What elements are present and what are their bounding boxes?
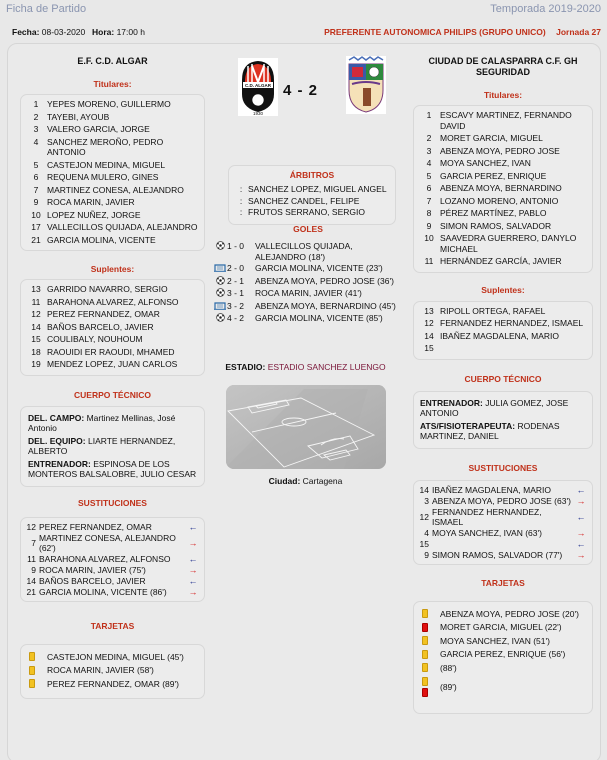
match-time: [92, 27, 145, 37]
home-cards-list: [20, 644, 205, 700]
staff-name: JULIA GOMEZ, JOSE ANTONIO: [420, 397, 569, 418]
substitution-row: [23, 522, 200, 532]
referee-name: FRUTOS SERRANO, SERGIO: [248, 207, 365, 217]
player-row[interactable]: [418, 146, 588, 157]
goals-section: [213, 224, 403, 326]
substitution-row: [23, 533, 200, 553]
home-titulares-list: [20, 94, 205, 251]
match-date: [12, 27, 85, 37]
player-name: GARCIA PEREZ, ENRIQUE: [440, 170, 547, 181]
player-row[interactable]: [25, 334, 200, 345]
player-name: BARAHONA ALVAREZ, ALFONSO: [47, 296, 179, 307]
referee-role: :: [239, 184, 243, 194]
player-number: 5: [426, 170, 432, 181]
player-row[interactable]: [25, 99, 200, 110]
sub-out-arrow-icon: →: [188, 564, 198, 575]
yellow-card-icon: [29, 679, 35, 688]
goal-scorer: ABENZA MOYA, PEDRO JOSE (36'): [255, 275, 394, 286]
home-suplentes-title: Suplentes:: [90, 264, 135, 274]
away-titulares-title: Titulares:: [483, 90, 523, 100]
algar-crest-icon: [238, 58, 278, 116]
sub-out-arrow-icon: →: [188, 586, 198, 597]
player-number: 2: [33, 111, 39, 122]
referee-row: [234, 184, 390, 195]
player-name: SAAVEDRA GUERRERO, DANYLO MICHAEL: [440, 233, 577, 254]
player-row[interactable]: [418, 221, 588, 232]
player-number: 8: [426, 208, 432, 218]
player-number: 1: [33, 99, 39, 109]
player-number: 14: [31, 321, 41, 332]
card-row: [418, 609, 588, 620]
goal-score: 2 - 0: [227, 263, 245, 273]
card-text: ABENZA MOYA, PEDRO JOSE (20'): [440, 608, 579, 619]
away-subs-list: [413, 480, 593, 565]
goal-score: 4 - 2: [227, 313, 245, 323]
referee-role: :: [239, 207, 243, 217]
stadium-label: ESTADIO:: [225, 362, 266, 372]
player-number: 2: [426, 133, 432, 143]
stadium-section: [213, 362, 398, 486]
date-value: 08-03-2020: [41, 27, 86, 37]
sub-player-number: 4: [424, 527, 429, 538]
player-row[interactable]: [418, 306, 588, 317]
sub-in-arrow-icon: ←: [188, 553, 198, 564]
referee-name: SANCHEZ CANDEL, FELIPE: [248, 195, 360, 206]
goal-scorer: GARCIA MOLINA, VICENTE (85'): [255, 313, 383, 323]
top-bar: [0, 0, 607, 20]
referee-row: [234, 207, 390, 218]
home-staff-title: CUERPO TÉCNICO: [74, 389, 151, 400]
card-text: (89'): [440, 681, 457, 692]
player-name: VALLECILLOS QUIJADA, ALEJANDRO: [47, 222, 198, 232]
player-name: COULIBALY, NOUHOUM: [47, 334, 143, 344]
goal-scorer: ROCA MARIN, JAVIER (41'): [255, 288, 362, 298]
player-name: YEPES MORENO, GUILLERMO: [47, 99, 171, 109]
substitution-row: [416, 550, 588, 560]
match-sheet: [7, 43, 601, 760]
referee-name: SANCHEZ LOPEZ, MIGUEL ANGEL: [248, 184, 387, 194]
home-goal-ball-icon: [213, 313, 227, 325]
sub-player-name: GARCIA MOLINA, VICENTE (86'): [39, 586, 167, 597]
player-name: ABENZA MOYA, PEDRO JOSE: [440, 145, 560, 156]
player-name: MENDEZ LOPEZ, JUAN CARLOS: [47, 359, 178, 369]
match-score: 4 - 2: [283, 82, 319, 99]
season-label: Temporada 2019-2020: [490, 3, 601, 15]
sub-player-number: 9: [424, 549, 429, 560]
player-number: 15: [424, 343, 434, 353]
sub-player-number: 11: [27, 553, 36, 564]
goal-score: 3 - 2: [227, 300, 245, 311]
yellow-card-icon: [29, 666, 35, 675]
sub-player-name: SIMON RAMOS, SALVADOR (77'): [432, 549, 563, 560]
page-title: Ficha de Partido: [6, 3, 87, 15]
player-number: 13: [424, 305, 434, 316]
player-number: 7: [426, 195, 432, 206]
sub-player-number: 14: [26, 575, 36, 586]
goal-row: [213, 313, 403, 325]
referee-row: [234, 196, 390, 207]
card-row: [25, 652, 200, 663]
player-number: 10: [31, 209, 41, 220]
staff-name: Martinez Mellinas, José Antonio: [28, 412, 176, 433]
sub-player-number: 21: [26, 586, 36, 597]
player-row[interactable]: [25, 309, 200, 320]
card-text: GARCIA PEREZ, ENRIQUE (56'): [440, 649, 566, 659]
player-row[interactable]: [25, 197, 200, 208]
away-staff-title: CUERPO TÉCNICO: [464, 373, 542, 384]
competition-name: PREFERENTE AUTONOMICA PHILIPS (GRUPO UNICO): [324, 27, 546, 37]
away-titulares-list: [413, 105, 593, 273]
sub-player-number: 9: [31, 564, 36, 575]
sub-in-arrow-icon: ←: [188, 575, 198, 586]
stadium-name: ESTADIO SANCHEZ LUENGO: [267, 362, 386, 372]
staff-row: [420, 421, 586, 442]
sub-player-name: IBAÑEZ MAGDALENA, MARIO: [432, 484, 552, 495]
card-text: MORET GARCIA, MIGUEL (22'): [440, 622, 562, 632]
referees-panel: [228, 165, 396, 225]
card-row: [418, 622, 588, 633]
player-row[interactable]: [25, 112, 200, 123]
svg-text:1930: 1930: [252, 111, 264, 116]
yellow-card-icon: [29, 652, 35, 661]
player-number: 6: [426, 183, 432, 193]
city-name: Cartagena: [302, 476, 343, 486]
staff-role: ATS/FISIOTERAPEUTA:: [420, 420, 516, 431]
player-row[interactable]: [418, 183, 588, 194]
card-row: [418, 663, 588, 674]
player-name: MARTINEZ CONESA, ALEJANDRO: [47, 184, 184, 195]
player-number: 18: [31, 346, 41, 357]
player-row[interactable]: [418, 208, 588, 219]
home-team-column: [20, 44, 205, 699]
sub-player-name: FERNANDEZ HERNANDEZ, ISMAEL: [432, 506, 542, 527]
player-number: 15: [31, 334, 41, 344]
sub-player-name: BARAHONA ALVAREZ, ALFONSO: [39, 553, 171, 564]
player-number: 19: [31, 359, 41, 369]
player-name: ABENZA MOYA, BERNARDINO: [440, 183, 562, 193]
player-row[interactable]: [25, 284, 200, 295]
staff-role: DEL. CAMPO:: [28, 412, 85, 423]
staff-name: ESPINOSA DE LOS MONTEROS BALSALOBRE, JULIO CESAR: [28, 458, 197, 479]
player-row[interactable]: [25, 137, 200, 158]
substitution-row: [416, 539, 588, 549]
player-number: 5: [33, 159, 39, 170]
player-name: IBAÑEZ MAGDALENA, MARIO: [440, 330, 560, 341]
player-name: PÉREZ MARTÍNEZ, PABLO: [440, 208, 547, 218]
card-text: MOYA SANCHEZ, IVAN (51'): [440, 635, 550, 646]
yellow-card-icon: [422, 609, 428, 618]
player-name: LOZANO MORENO, ANTONIO: [440, 195, 559, 206]
card-text: (88'): [440, 662, 457, 673]
sub-player-number: 12: [26, 521, 36, 532]
away-cards-list: [413, 601, 593, 715]
away-staff-panel: [413, 391, 593, 449]
player-number: 11: [424, 256, 434, 266]
player-row[interactable]: [25, 160, 200, 171]
home-cards-title: TARJETAS: [90, 620, 135, 631]
goal-row: [213, 241, 403, 262]
player-number: 6: [33, 172, 39, 182]
staff-name: RODENAS MARTINEZ, DANIEL: [420, 420, 560, 441]
player-number: 17: [31, 222, 41, 232]
player-row[interactable]: [418, 196, 588, 207]
player-name: SIMON RAMOS, SALVADOR: [440, 220, 552, 231]
substitution-row: [416, 507, 588, 527]
match-info-bar: [0, 24, 607, 40]
yellow-card-icon: [422, 663, 428, 672]
player-number: 14: [424, 330, 434, 341]
staff-role: ENTRENADOR:: [28, 458, 91, 469]
city-info: [213, 476, 398, 486]
sub-in-arrow-icon: ←: [576, 538, 586, 549]
sub-in-arrow-icon: ←: [576, 511, 586, 522]
stadium-pitch-image: [226, 385, 386, 469]
away-goal-net-icon: [213, 301, 227, 313]
player-name: RIPOLL ORTEGA, RAFAEL: [440, 305, 546, 316]
player-name: PEREZ FERNANDEZ, OMAR: [47, 309, 160, 319]
time-label: Hora:: [92, 27, 115, 37]
substitution-row: [23, 565, 200, 575]
player-row[interactable]: [25, 297, 200, 308]
player-name: GARCIA MOLINA, VICENTE: [47, 234, 156, 245]
player-name: FERNANDEZ HERNANDEZ, ISMAEL: [440, 318, 584, 328]
player-name: TAYEBI, AYOUB: [47, 111, 110, 122]
player-name: MORET GARCIA, MIGUEL: [440, 133, 543, 143]
goal-score: 1 - 0: [227, 241, 245, 251]
player-row[interactable]: [25, 222, 200, 233]
player-number: 13: [31, 284, 41, 294]
home-subs-list: [20, 517, 205, 602]
player-name: ROCA MARIN, JAVIER: [47, 197, 135, 207]
card-row: [418, 676, 588, 698]
player-name: GARRIDO NAVARRO, SERGIO: [47, 284, 168, 294]
player-name: CASTEJON MEDINA, MIGUEL: [47, 159, 166, 170]
sub-player-number: 12: [419, 511, 429, 522]
staff-name: LIARTE HERNANDEZ, ALBERTO: [28, 435, 176, 456]
player-number: 12: [424, 318, 434, 328]
goal-score: 2 - 1: [227, 275, 245, 286]
substitution-row: [23, 554, 200, 564]
player-name: [440, 343, 588, 354]
sub-player-name: PEREZ FERNANDEZ, OMAR: [39, 521, 152, 532]
player-row[interactable]: [418, 256, 588, 267]
sub-player-name: MOYA SANCHEZ, IVAN (63'): [432, 527, 542, 538]
goals-title: GOLES: [293, 224, 323, 234]
away-team-column: [413, 44, 593, 714]
player-number: 1: [426, 110, 432, 120]
player-row[interactable]: [418, 133, 588, 144]
player-number: 4: [33, 136, 39, 147]
player-row[interactable]: [418, 331, 588, 342]
staff-role: ENTRENADOR:: [420, 397, 483, 408]
home-goal-ball-icon: [213, 276, 227, 288]
referee-role: :: [239, 195, 243, 206]
player-name: BAÑOS BARCELO, JAVIER: [47, 321, 154, 332]
staff-row: [28, 459, 197, 480]
away-subs-title: SUSTITUCIONES: [468, 462, 538, 473]
player-row[interactable]: [25, 359, 200, 370]
home-goal-ball-icon: [213, 241, 227, 262]
away-suplentes-title: Suplentes:: [481, 284, 525, 295]
sub-player-number: 14: [419, 484, 429, 495]
staff-row: [420, 398, 586, 419]
svg-text:C.D. ALGAR: C.D. ALGAR: [244, 83, 272, 88]
player-name: RAOUIDI ER RAOUDI, MHAMED: [47, 346, 175, 357]
time-value: 17:00 h: [116, 27, 145, 37]
match-column: [213, 44, 398, 504]
card-row: [418, 649, 588, 660]
goal-scorer: GARCIA MOLINA, VICENTE (23'): [255, 263, 383, 273]
player-row[interactable]: [418, 233, 588, 254]
stadium-info: [213, 362, 398, 372]
second-yellow-red-card-icon: [422, 676, 428, 698]
sub-out-arrow-icon: →: [188, 537, 198, 548]
player-number: 4: [426, 158, 432, 168]
sub-player-name: ROCA MARIN, JAVIER (75'): [39, 564, 146, 575]
sub-out-arrow-icon: →: [576, 495, 586, 506]
player-row[interactable]: [25, 235, 200, 246]
player-row[interactable]: [418, 318, 588, 329]
yellow-card-icon: [422, 636, 428, 645]
player-number: 9: [33, 197, 39, 207]
referees-title: ÁRBITROS: [289, 170, 335, 180]
sub-out-arrow-icon: →: [576, 527, 586, 538]
player-row[interactable]: [418, 110, 588, 131]
away-team-name: CIUDAD DE CALASPARRA C.F. GH SEGURIDAD: [428, 56, 578, 77]
substitution-row: [23, 576, 200, 586]
sub-in-arrow-icon: ←: [188, 521, 198, 532]
goal-row: [213, 288, 403, 300]
player-name: HERNÁNDEZ GARCÍA, JAVIER: [440, 256, 562, 266]
yellow-card-icon: [422, 650, 428, 659]
goal-row: [213, 276, 403, 288]
staff-role: DEL. EQUIPO:: [28, 435, 86, 446]
home-suplentes-list: [20, 279, 205, 376]
home-team-name: E.F. C.D. ALGAR: [77, 56, 148, 66]
red-card-icon: [422, 623, 428, 632]
card-text: ROCA MARIN, JAVIER (58'): [47, 665, 154, 675]
substitution-row: [23, 587, 200, 597]
home-subs-title: SUSTITUCIONES: [78, 497, 147, 508]
substitution-row: [416, 485, 588, 495]
player-row[interactable]: [25, 124, 200, 135]
calasparra-crest-icon: [346, 56, 386, 114]
sub-player-number: 15: [419, 538, 429, 549]
player-name: ESCAVY MARTINEZ, FERNANDO DAVID: [440, 110, 572, 131]
city-label: Ciudad:: [268, 476, 301, 486]
goal-row: [213, 263, 403, 275]
home-titulares-title: Titulares:: [93, 79, 132, 89]
player-row[interactable]: [25, 322, 200, 333]
player-name: LOPEZ NUÑEZ, JORGE: [47, 209, 141, 220]
sub-player-number: 7: [31, 537, 36, 548]
player-name: MOYA SANCHEZ, IVAN: [440, 158, 531, 168]
player-number: 12: [31, 309, 41, 319]
player-number: 7: [33, 184, 39, 195]
away-suplentes-list: [413, 301, 593, 360]
card-row: [25, 665, 200, 676]
home-goal-ball-icon: [213, 288, 227, 300]
home-staff-panel: [20, 406, 205, 487]
player-name: REQUENA MULERO, GINES: [47, 172, 159, 182]
competition-info: [324, 27, 601, 37]
card-text: CASTEJON MEDINA, MIGUEL (45'): [47, 651, 184, 662]
goal-scorer: ABENZA MOYA, BERNARDINO (45'): [255, 300, 396, 311]
goal-score: 3 - 1: [227, 288, 245, 298]
away-cards-title: TARJETAS: [481, 577, 525, 588]
player-number: 10: [424, 233, 434, 243]
player-number: 3: [426, 145, 432, 156]
player-row[interactable]: [418, 343, 588, 354]
player-name: VALERO GARCIA, JORGE: [47, 124, 150, 134]
player-number: 3: [33, 124, 39, 134]
card-row: [25, 679, 200, 690]
substitution-row: [416, 528, 588, 538]
player-number: 9: [426, 220, 432, 231]
player-row[interactable]: [25, 347, 200, 358]
away-goal-net-icon: [213, 263, 227, 275]
date-label: Fecha:: [12, 27, 40, 37]
card-text: PEREZ FERNANDEZ, OMAR (89'): [47, 678, 179, 689]
sub-player-name: ABENZA MOYA, PEDRO JOSE (63'): [432, 495, 571, 506]
player-row[interactable]: [418, 158, 588, 169]
goal-scorer: VALLECILLOS QUIJADA, ALEJANDRO (18'): [255, 241, 353, 262]
sub-out-arrow-icon: →: [576, 549, 586, 560]
staff-row: [28, 436, 197, 457]
red-card-icon: [422, 688, 428, 697]
player-row[interactable]: [25, 172, 200, 183]
sub-in-arrow-icon: ←: [576, 484, 586, 495]
player-number: 21: [31, 234, 41, 245]
goal-row: [213, 301, 403, 313]
player-row[interactable]: [418, 171, 588, 182]
sub-player-name: BAÑOS BARCELO, JAVIER: [39, 575, 146, 586]
player-row[interactable]: [25, 210, 200, 221]
yellow-card-icon: [422, 677, 428, 686]
staff-row: [28, 413, 197, 434]
substitution-row: [416, 496, 588, 506]
player-name: SANCHEZ MEROÑO, PEDRO ANTONIO: [47, 136, 164, 157]
jornada-label: Jornada 27: [556, 27, 601, 37]
player-row[interactable]: [25, 185, 200, 196]
player-number: 11: [31, 296, 41, 307]
sub-player-name: MARTINEZ CONESA, ALEJANDRO (62'): [39, 532, 176, 553]
card-row: [418, 636, 588, 647]
sub-player-number: 3: [424, 495, 429, 506]
